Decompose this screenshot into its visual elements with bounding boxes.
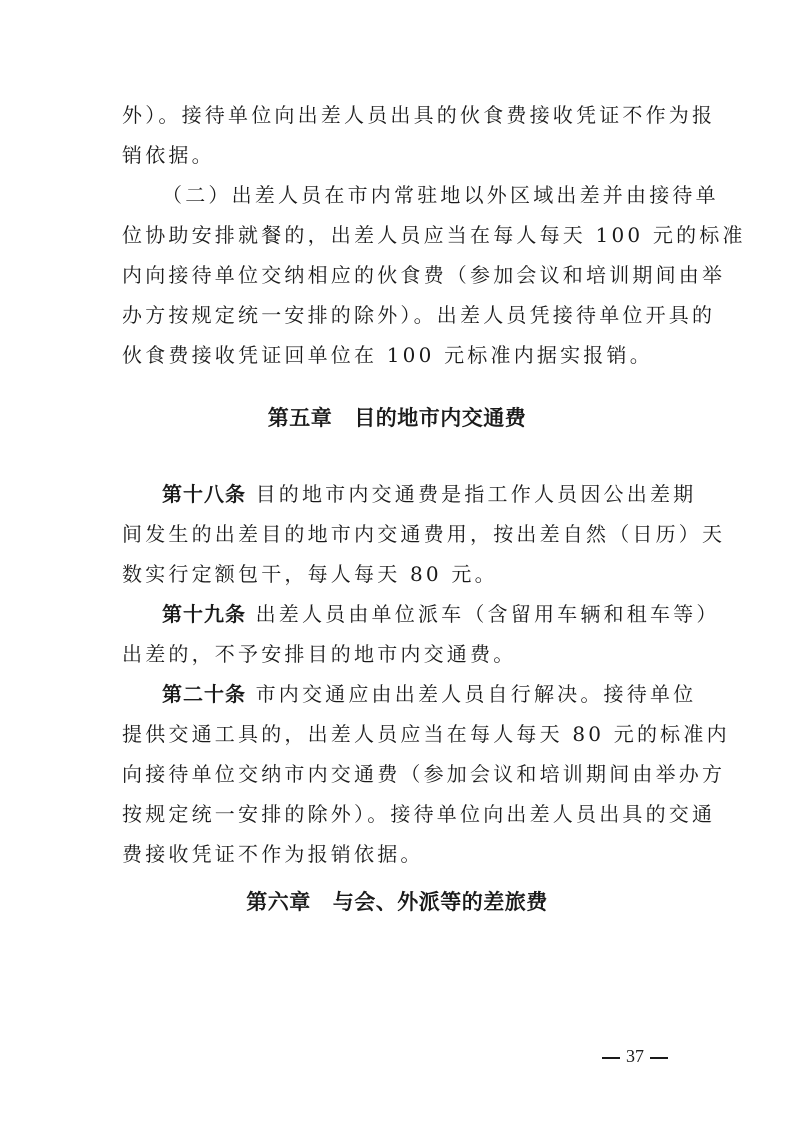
article-label: 第十八条 — [162, 482, 246, 506]
article-label: 第十九条 — [162, 602, 246, 626]
article-label: 第二十条 — [162, 682, 246, 706]
article-text: 出差人员由单位派车（含留用车辆和租车等） — [255, 602, 720, 626]
page-number-value: 37 — [626, 1046, 644, 1066]
chapter-title: 目的地市内交通费 — [354, 405, 527, 430]
dash-left — [602, 1057, 620, 1059]
body-text-line: 伙食费接收凭证回单位在 100 元标准内据实报销。 — [122, 343, 653, 367]
chapter-title: 与会、外派等的差旅费 — [332, 889, 548, 914]
body-text-line: 位协助安排就餐的，出差人员应当在每人每天 100 元的标准 — [122, 223, 746, 247]
chapter-heading — [0, 884, 794, 920]
article-first-line — [162, 476, 697, 512]
body-text-line: 向接待单位交纳市内交通费（参加会议和培训期间由举办方 — [122, 762, 726, 786]
article-first-line — [162, 596, 720, 632]
body-text-line: 间发生的出差目的地市内交通费用，按出差自然（日历）天 — [122, 522, 726, 546]
chapter-heading — [0, 400, 794, 436]
body-text-line: 提供交通工具的，出差人员应当在每人每天 80 元的标准内 — [122, 722, 730, 746]
chapter-number: 第五章 — [267, 405, 333, 430]
page-number — [590, 1043, 680, 1069]
body-text-line: （二）出差人员在市内常驻地以外区域出差并由接待单 — [162, 183, 719, 207]
dash-right — [650, 1057, 668, 1059]
chapter-number: 第六章 — [246, 889, 311, 914]
body-text-line: 销依据。 — [122, 143, 215, 167]
body-text-line: 数实行定额包干，每人每天 80 元。 — [122, 562, 498, 586]
body-text-line: 按规定统一安排的除外）。接待单位向出差人员出具的交通 — [122, 802, 716, 826]
body-text-line: 办方按规定统一安排的除外）。出差人员凭接待单位开具的 — [122, 303, 716, 327]
body-text-line: 外）。接待单位向出差人员出具的伙食费接收凭证不作为报 — [122, 103, 716, 127]
article-first-line — [162, 676, 697, 712]
article-text: 市内交通应由出差人员自行解决。接待单位 — [255, 682, 697, 706]
body-text-line: 出差的，不予安排目的地市内交通费。 — [122, 642, 517, 666]
body-text-line: 内向接待单位交纳相应的伙食费（参加会议和培训期间由举 — [122, 263, 726, 287]
body-text-line: 费接收凭证不作为报销依据。 — [122, 842, 424, 866]
article-text: 目的地市内交通费是指工作人员因公出差期 — [255, 482, 697, 506]
